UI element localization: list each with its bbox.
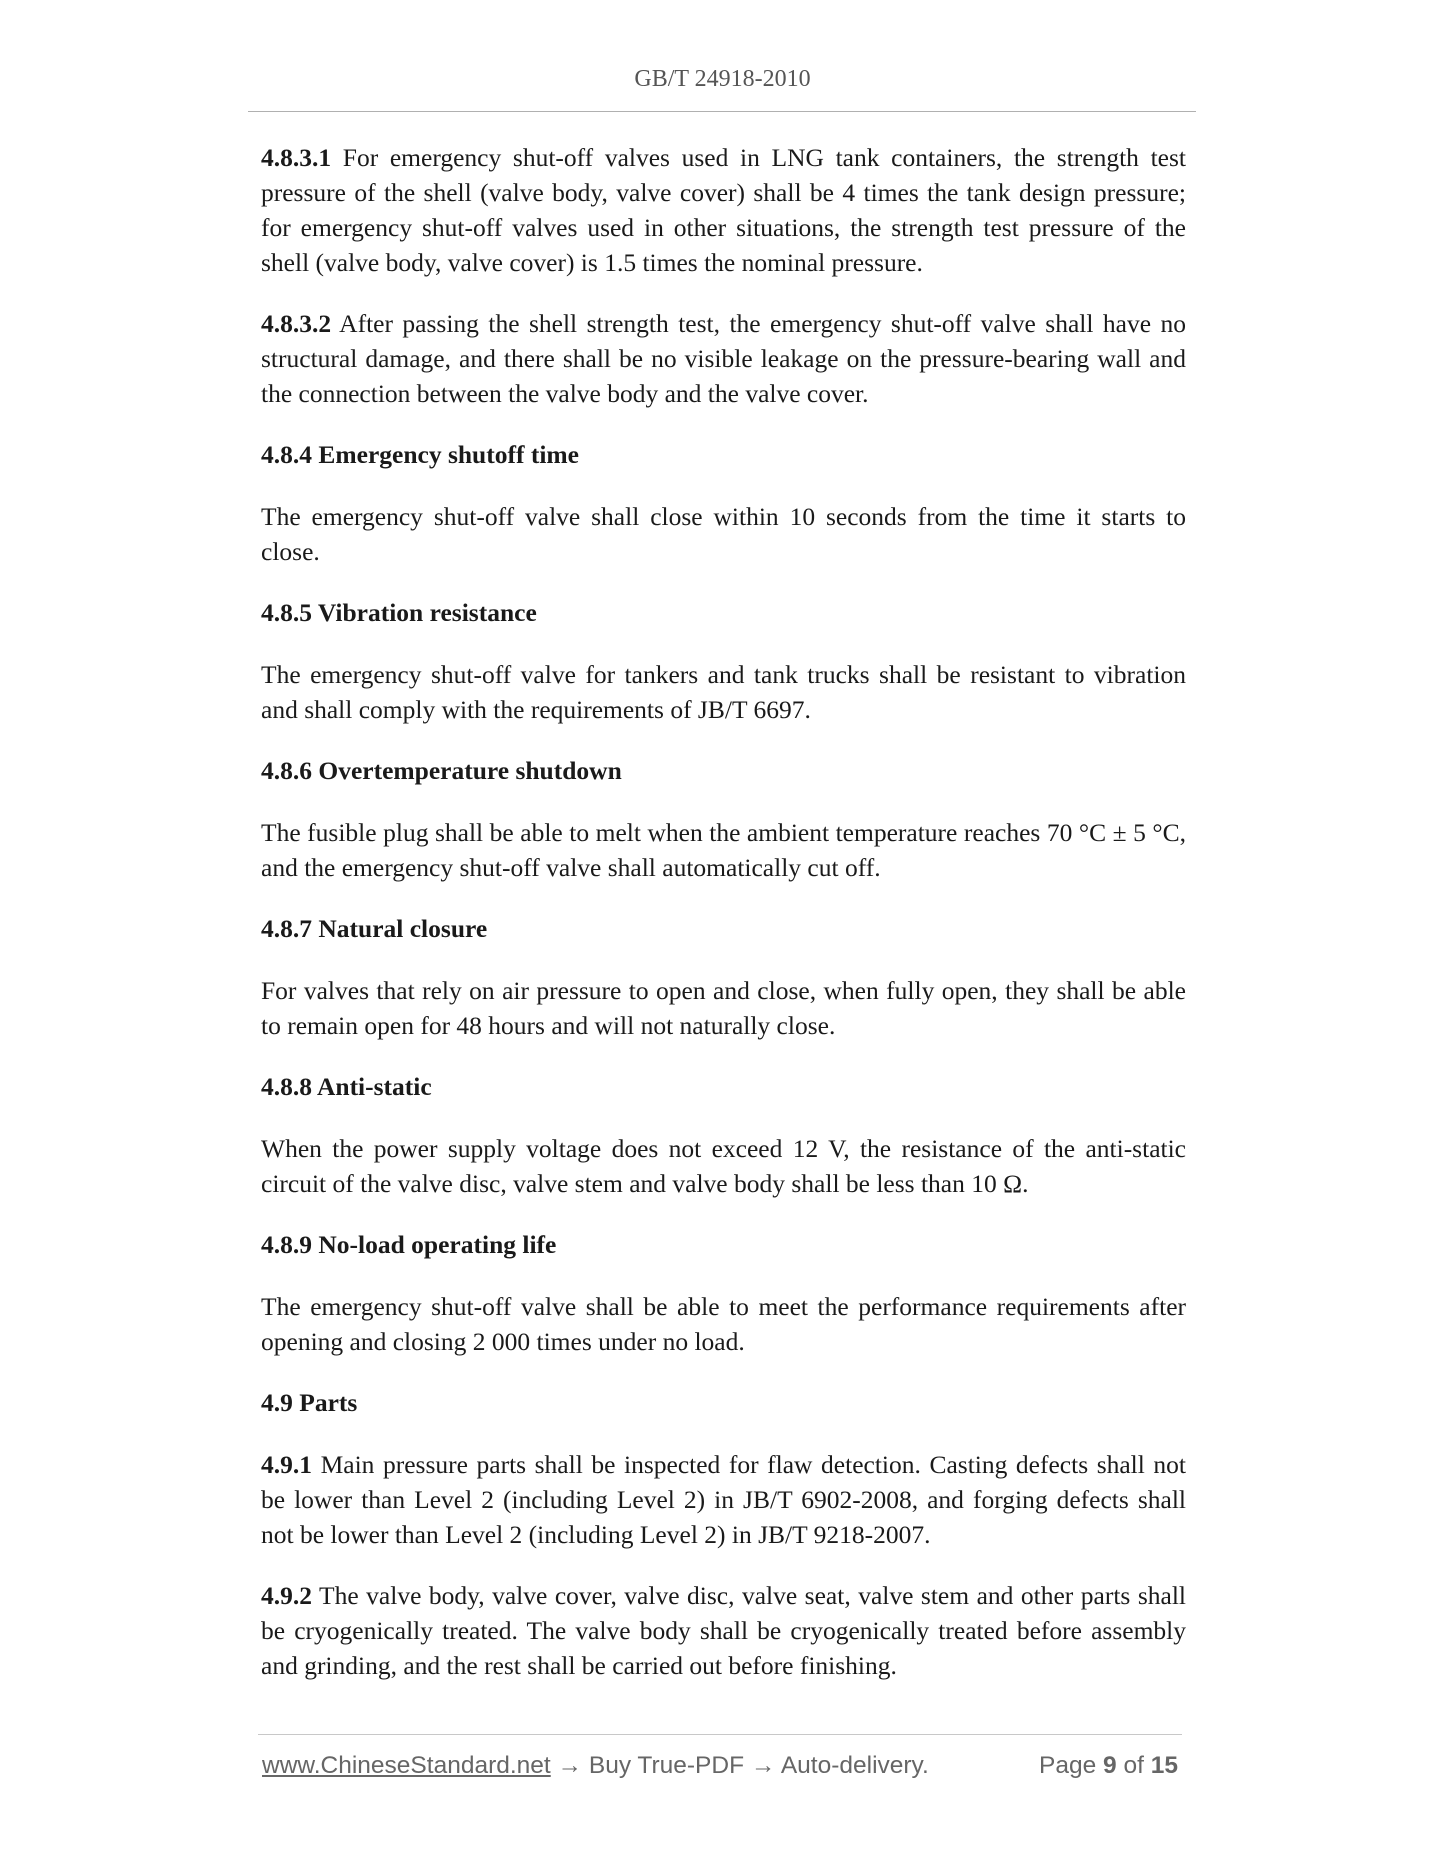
footer-promo xyxy=(262,1752,929,1780)
current-page-number: 9 xyxy=(1103,1752,1117,1779)
clause-4-8-6-text: The fusible plug shall be able to melt when the ambient temperature reaches 70 °C ± 5 °C, and the emergency shut-off valve shall automatically cut off. xyxy=(261,818,1186,882)
website-link[interactable]: www.ChineseStandard.net xyxy=(262,1752,551,1779)
heading-4-9: 4.9 Parts xyxy=(261,1388,358,1417)
clause-text: The valve body, valve cover, valve disc, valve seat, valve stem and other parts shall be cryogenically treated. The valve body shall be cryogenically treated before assembly and grinding, and the rest shall be carried out before finishing. xyxy=(261,1581,1186,1680)
heading-4-8-7: 4.8.7 Natural closure xyxy=(261,914,488,943)
document-body xyxy=(261,140,1186,1709)
page-label: Page xyxy=(1039,1752,1097,1779)
heading-4-8-4: 4.8.4 Emergency shutoff time xyxy=(261,440,579,469)
clause-4-9-2 xyxy=(261,1578,1186,1683)
clause-text: Main pressure parts shall be inspected for flaw detection. Casting defects shall not be lower than Level 2 (including Level 2) in JB/T 6902-2008, and forging defects shall not be lower than Level 2 (including Level 2) in JB/T 9218-2007. xyxy=(261,1450,1187,1549)
clause-text: For emergency shut-off valves used in LNG tank containers, the strength test pressure of the shell (valve body, valve cover) shall be 4 times the tank design pressure; for emergency shut-off valves used in other situations, the strength test pressure of the shell (valve body, valve cover) is 1.5 times the nominal pressure. xyxy=(261,143,1186,277)
total-pages-number: 15 xyxy=(1150,1752,1178,1779)
clause-4-8-8-text: When the power supply voltage does not exceed 12 V, the resistance of the anti-static circuit of the valve disc, valve stem and valve body shall be less than 10 Ω. xyxy=(261,1134,1186,1198)
clause-text: After passing the shell strength test, the emergency shut-off valve shall have no structural damage, and there shall be no visible leakage on the pressure-bearing wall and the connection between the valve body and the valve cover. xyxy=(261,309,1186,408)
clause-number: 4.9.2 xyxy=(261,1581,312,1610)
heading-4-8-8: 4.8.8 Anti-static xyxy=(261,1072,432,1101)
document-code: GB/T 24918-2010 xyxy=(634,66,811,92)
clause-4-8-4-text: The emergency shut-off valve shall close within 10 seconds from the time it starts to close. xyxy=(261,502,1186,566)
clause-4-8-3-2 xyxy=(261,306,1186,411)
header-divider xyxy=(248,111,1196,112)
clause-number: 4.8.3.1 xyxy=(261,143,332,172)
clause-4-8-9-text: The emergency shut-off valve shall be able to meet the performance requirements after opening and closing 2 000 times under no load. xyxy=(261,1292,1186,1356)
of-label: of xyxy=(1123,1752,1144,1779)
heading-4-8-9: 4.8.9 No-load operating life xyxy=(261,1230,557,1259)
clause-number: 4.9.1 xyxy=(261,1450,312,1479)
clause-4-8-5-text: The emergency shut-off valve for tankers and tank trucks shall be resistant to vibration and shall comply with the requirements of JB/T 6697. xyxy=(261,660,1186,724)
clause-4-8-3-1 xyxy=(261,140,1186,280)
footer-promo-text: → Buy True-PDF → Auto-delivery. xyxy=(557,1752,929,1779)
clause-4-8-7-text: For valves that rely on air pressure to open and close, when fully open, they shall be able to remain open for 48 hours and will not naturally close. xyxy=(261,976,1186,1040)
page-footer xyxy=(262,1752,1182,1786)
page-indicator xyxy=(1039,1752,1178,1780)
heading-4-8-6: 4.8.6 Overtemperature shutdown xyxy=(261,756,622,785)
heading-4-8-5: 4.8.5 Vibration resistance xyxy=(261,598,537,627)
clause-4-9-1 xyxy=(261,1447,1186,1552)
clause-number: 4.8.3.2 xyxy=(261,309,332,338)
footer-divider xyxy=(258,1734,1182,1735)
